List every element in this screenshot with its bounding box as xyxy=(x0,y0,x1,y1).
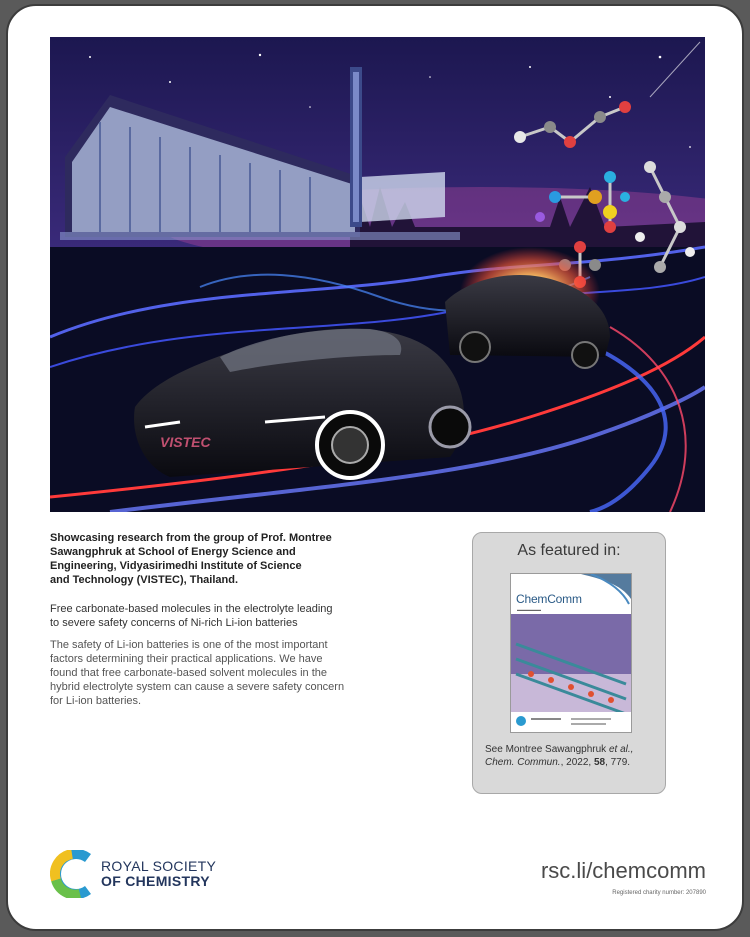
citation-pages: , 779. xyxy=(605,757,631,768)
citation-etal: et al., xyxy=(608,744,634,755)
abstract-line: The safety of Li-ion batteries is one of the most important xyxy=(50,639,328,651)
journal-name: ChemComm xyxy=(516,592,582,606)
heading-line: and Technology (VISTEC), Thailand. xyxy=(50,574,239,586)
featured-title: As featured in: xyxy=(517,542,621,559)
journal-url-link[interactable]: rsc.li/chemcomm xyxy=(540,858,706,883)
heading-line: Sawangphruk at School of Energy Science and xyxy=(50,546,296,558)
journal-subtitle-bar: ▬▬▬▬▬▬ xyxy=(517,607,541,612)
title-line: Free carbonate-based molecules in the electrolyte leading xyxy=(50,603,333,615)
citation-journal: Chem. Commun. xyxy=(485,757,561,768)
heading-line: Engineering, Vidyasirimedhi Institute of Science xyxy=(50,560,302,572)
journal-cover-thumbnail[interactable] xyxy=(510,573,632,733)
rsc-wordmark xyxy=(101,859,216,889)
abstract-line: hybrid electrolyte system can cause a severe safety concern xyxy=(50,681,345,693)
abstract-line: for Li-ion batteries. xyxy=(50,695,142,707)
cover-illustration xyxy=(50,37,705,512)
cover-page xyxy=(6,4,744,931)
article-title xyxy=(50,602,380,630)
citation-volume: 58 xyxy=(593,757,606,768)
showcase-heading xyxy=(50,531,380,587)
title-line: to severe safety concerns of Ni-rich Li-ion batteries xyxy=(50,617,298,629)
abstract-text xyxy=(50,638,380,708)
rsc-name-line2: OF CHEMISTRY xyxy=(101,873,210,889)
rsc-name-line1: ROYAL SOCIETY xyxy=(101,858,217,874)
featured-in-box xyxy=(472,532,666,794)
charity-number: Registered charity number: 207890 xyxy=(612,890,706,896)
rsc-logo-icon[interactable] xyxy=(50,850,94,898)
citation-author: See Montree Sawangphruk xyxy=(485,744,607,755)
heading-line: Showcasing research from the group of Prof. Montree xyxy=(50,532,332,544)
abstract-line: factors determining their practical applications. We have xyxy=(50,653,323,665)
abstract-line: found that free carbonate-based solvent molecules in the xyxy=(50,667,328,679)
journal-cover-art xyxy=(511,614,631,732)
cover-artwork xyxy=(50,37,705,512)
citation xyxy=(485,743,657,769)
car-badge: VISTEC xyxy=(160,434,211,450)
citation-year: , 2022, xyxy=(560,757,594,768)
